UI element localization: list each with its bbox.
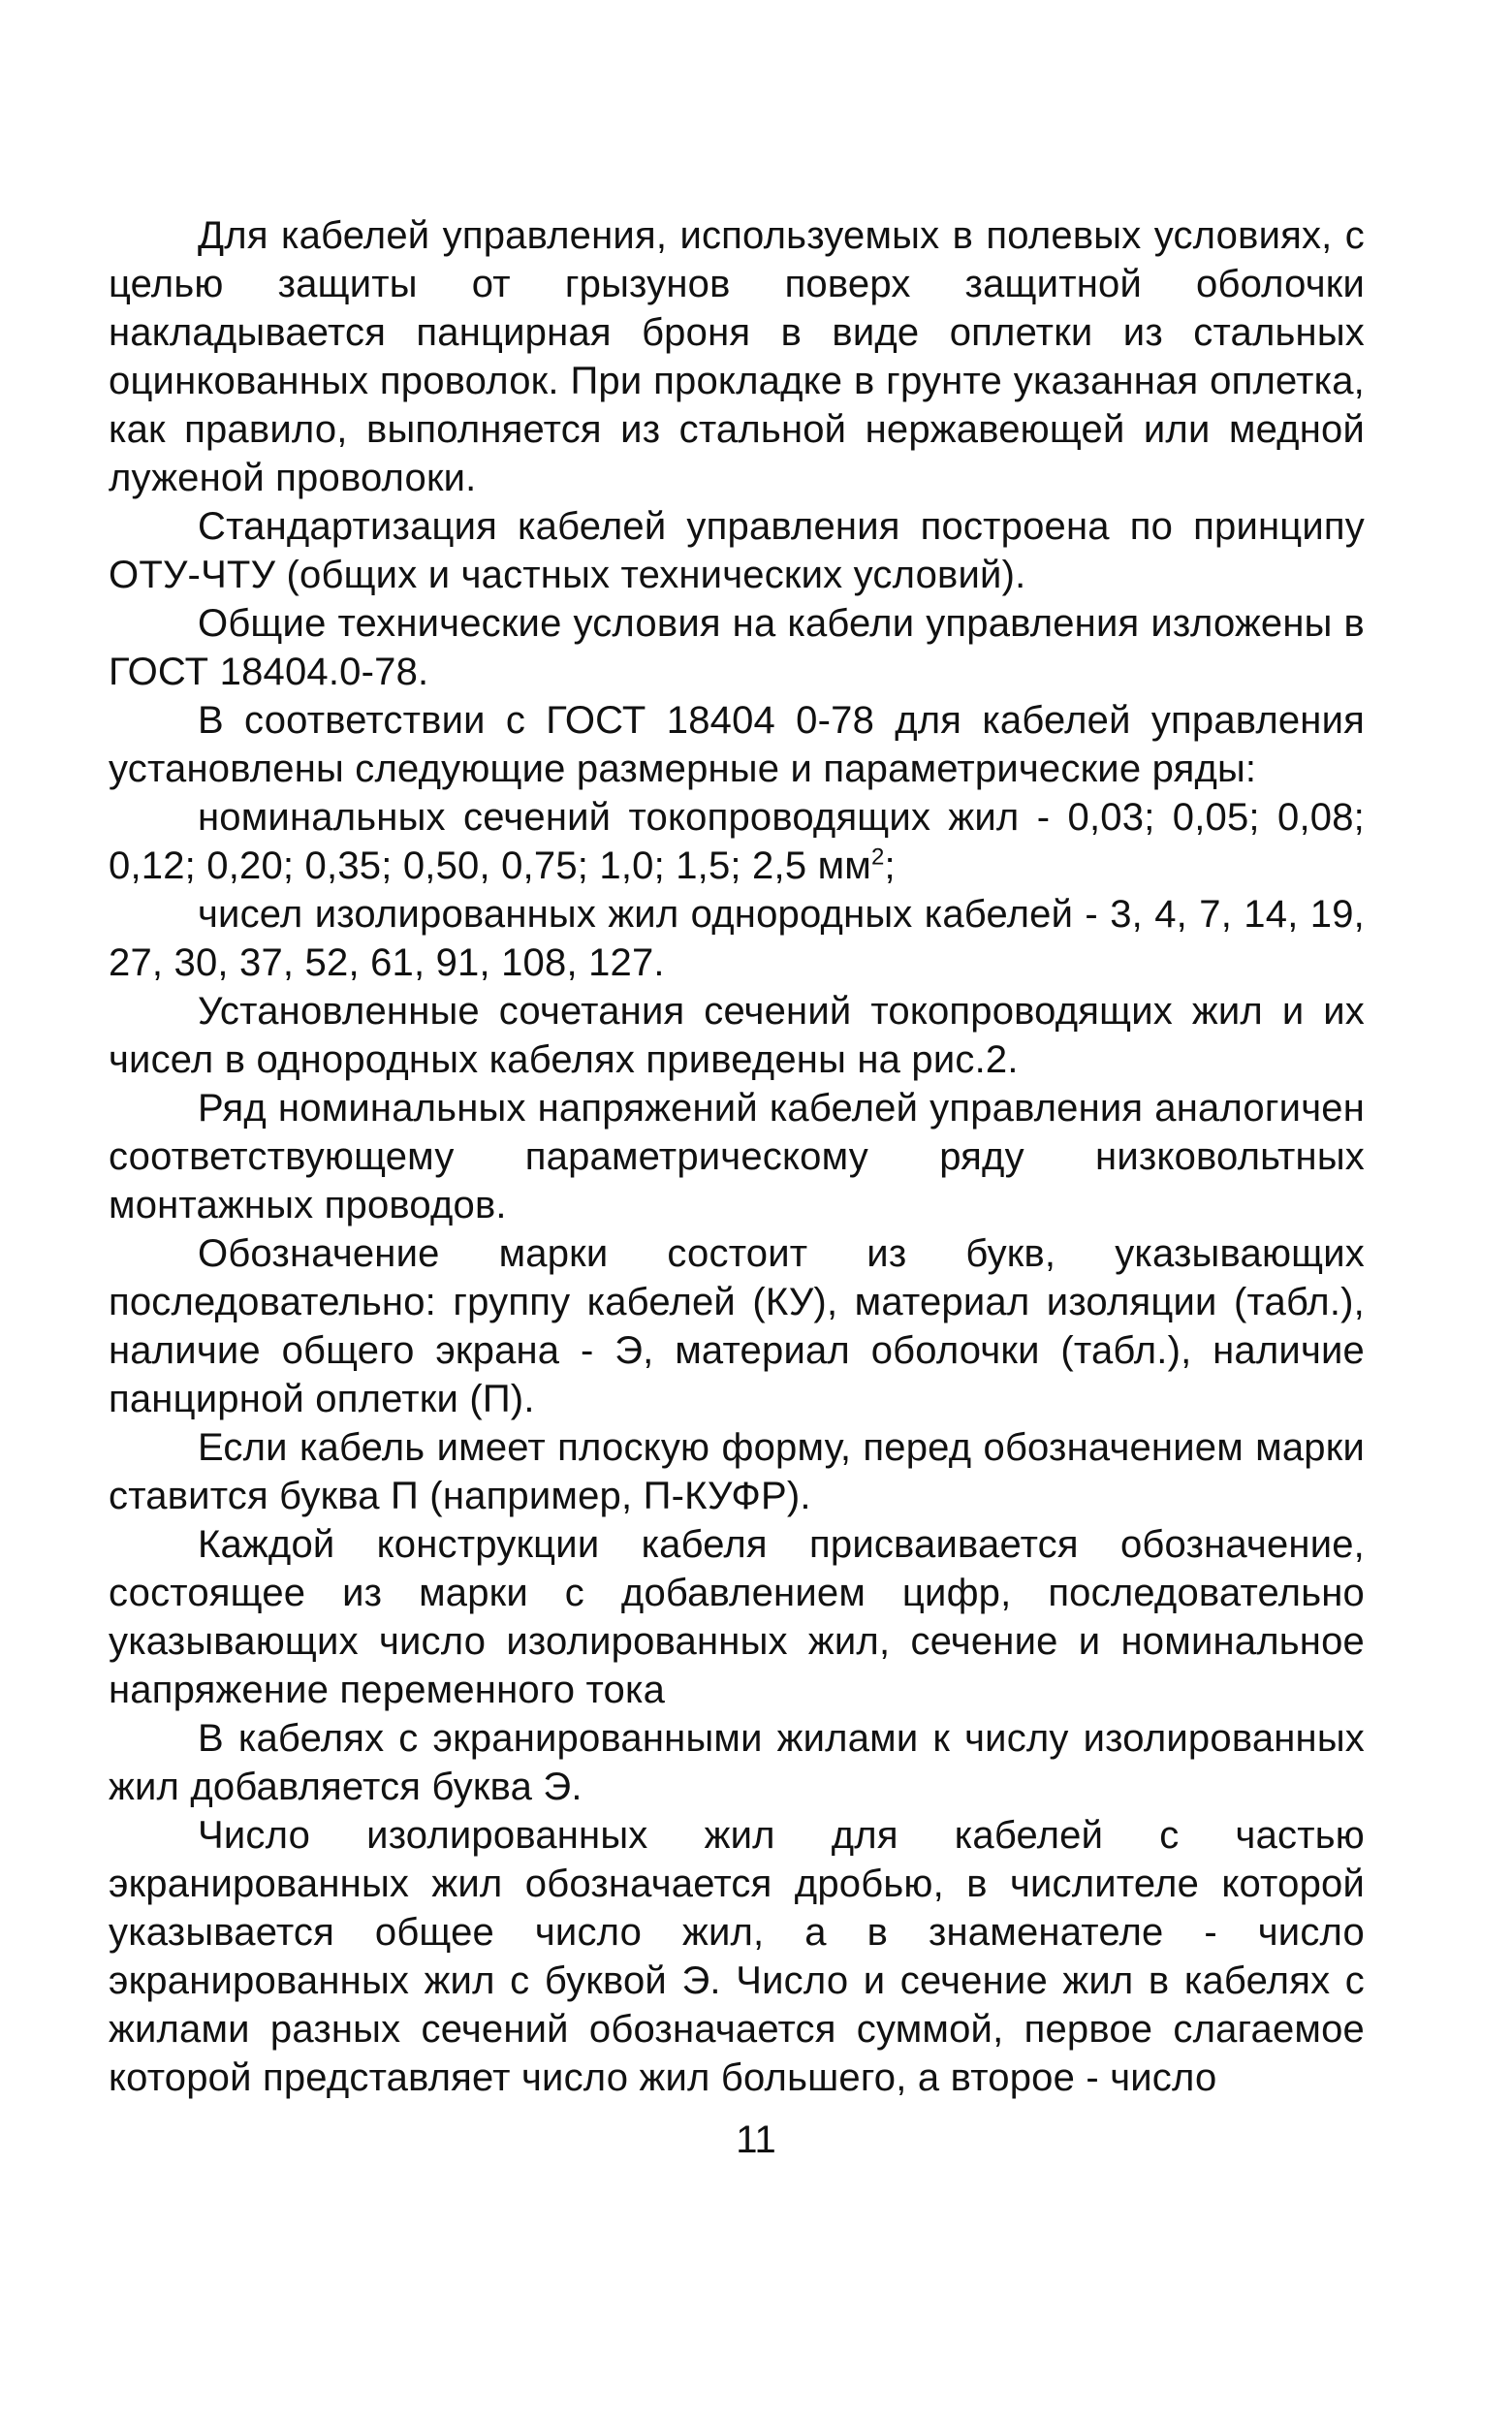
paragraph-marking: Обозначение марки состоит из букв, указывающих последовательно: группу кабелей (КУ), материал изоляции (табл.), наличие общего экрана - Э, материал оболочки (табл.), наличие панцирной оплетки (П). <box>109 1232 1365 1420</box>
sections-end: ; <box>884 844 896 887</box>
paragraph-screened: В кабелях с экранированными жилами к числу изолированных жил добавляется буква Э. <box>109 1717 1365 1808</box>
list-item-sections <box>109 793 1365 890</box>
paragraph-voltages: Ряд номинальных напряжений кабелей управления аналогичен соответствующему параметрическому ряду низковольтных монтажных проводов. <box>109 1087 1365 1226</box>
document-page <box>109 211 1365 2102</box>
paragraph-fraction: Число изолированных жил для кабелей с частью экранированных жил обозначается дробью, в числителе которой указывается общее число жил, а в знаменателе - число экранированных жил с буквой Э. Число и сечение жил в кабелях с жилами разных сечений обозначается суммой, первое слагаемое которой представляет число жил большего, а второе - число <box>109 1814 1365 2099</box>
paragraph-designation: Каждой конструкции кабеля присваивается обозначение, состоящее из марки с добавлением цифр, последовательно указывающих число изолированных жил, сечение и номинальное напряжение переменного тока <box>109 1523 1365 1711</box>
list-item-counts: чисел изолированных жил однородных кабелей - 3, 4, 7, 14, 19, 27, 30, 37, 52, 61, 91, 108, 127. <box>109 893 1365 984</box>
paragraph-flat-cable: Если кабель имеет плоскую форму, перед обозначением марки ставится буква П (например, П-КУФР). <box>109 1426 1365 1517</box>
page-number: 11 <box>736 2118 776 2161</box>
paragraph-combinations: Установленные сочетания сечений токопроводящих жил и их чисел в однородных кабелях приведены на рис.2. <box>109 990 1365 1081</box>
paragraph-armor: Для кабелей управления, используемых в полевых условиях, с целью защиты от грызунов поверх защитной оболочки накладывается панцирная броня в виде оплетки из стальных оцинкованных проволок. При прокладке в грунте указанная оплетка, как правило, выполняется из стальной нержавеющей или медной луженой проволоки. <box>109 214 1365 499</box>
sections-text: номинальных сечений токопроводящих жил - 0,03; 0,05; 0,08; 0,12; 0,20; 0,35; 0,50, 0,75; 1,0; 1,5; 2,5 мм <box>109 796 1365 887</box>
paragraph-standardization: Стандартизация кабелей управления построена по принципу ОТУ-ЧТУ (общих и частных технических условий). <box>109 505 1365 596</box>
paragraph-general-conditions: Общие технические условия на кабели управления изложены в ГОСТ 18404.0-78. <box>109 602 1365 693</box>
paragraph-gost-series: В соответствии с ГОСТ 18404 0-78 для кабелей управления установлены следующие размерные и параметрические ряды: <box>109 699 1365 790</box>
sections-superscript: 2 <box>870 844 885 871</box>
